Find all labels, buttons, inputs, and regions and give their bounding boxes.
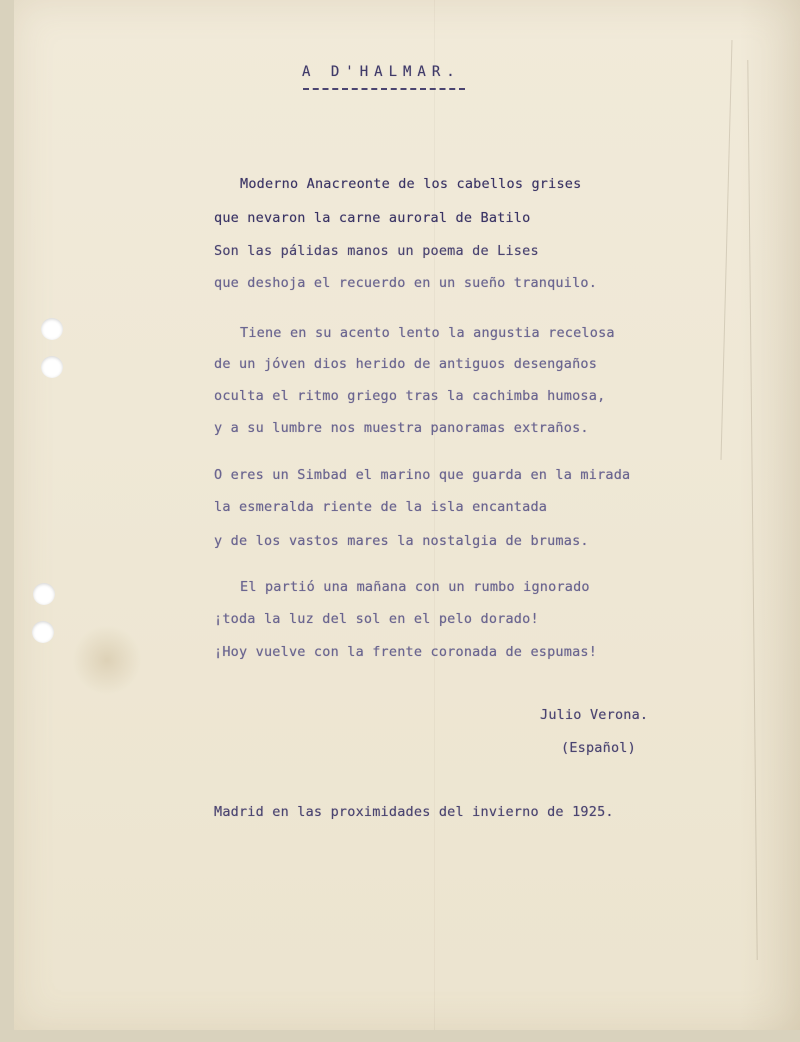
poem-line: y a su lumbre nos muestra panoramas extraños. — [214, 420, 589, 436]
poem-line: Son las pálidas manos un poema de Lises — [214, 243, 539, 259]
poem-line: de un jóven dios herido de antiguos desengaños — [214, 356, 598, 372]
poem-line: la esmeralda riente de la isla encantada — [214, 499, 548, 515]
punch-hole — [33, 583, 55, 605]
place-date: Madrid en las proximidades del invierno de 1925. — [214, 804, 614, 820]
punch-hole — [41, 356, 63, 378]
author-name: Julio Verona. — [540, 707, 649, 723]
poem-title: A D'HALMAR. — [302, 64, 461, 80]
punch-hole — [41, 318, 63, 340]
poem-line: oculta el ritmo griego tras la cachimba humosa, — [214, 388, 606, 404]
title-underline — [303, 88, 465, 90]
author-nationality: (Español) — [561, 740, 636, 756]
poem-line: Tiene en su acento lento la angustia recelosa — [240, 325, 615, 341]
poem-line: que deshoja el recuerdo en un sueño tranquilo. — [214, 275, 598, 291]
poem-line: ¡Hoy vuelve con la frente coronada de espumas! — [214, 644, 598, 660]
poem-line: y de los vastos mares la nostalgia de brumas. — [214, 533, 589, 549]
paper-stain — [72, 625, 142, 695]
poem-line: Moderno Anacreonte de los cabellos grises — [240, 176, 582, 192]
punch-hole — [32, 621, 54, 643]
paper-fold — [434, 0, 435, 1030]
poem-line: El partió una mañana con un rumbo ignorado — [240, 579, 590, 595]
poem-line: O eres un Simbad el marino que guarda en la mirada — [214, 467, 631, 483]
paper-crease — [721, 40, 733, 460]
paper-sheet — [14, 0, 800, 1030]
poem-line: que nevaron la carne auroral de Batilo — [214, 210, 531, 226]
poem-line: ¡toda la luz del sol en el pelo dorado! — [214, 611, 539, 627]
